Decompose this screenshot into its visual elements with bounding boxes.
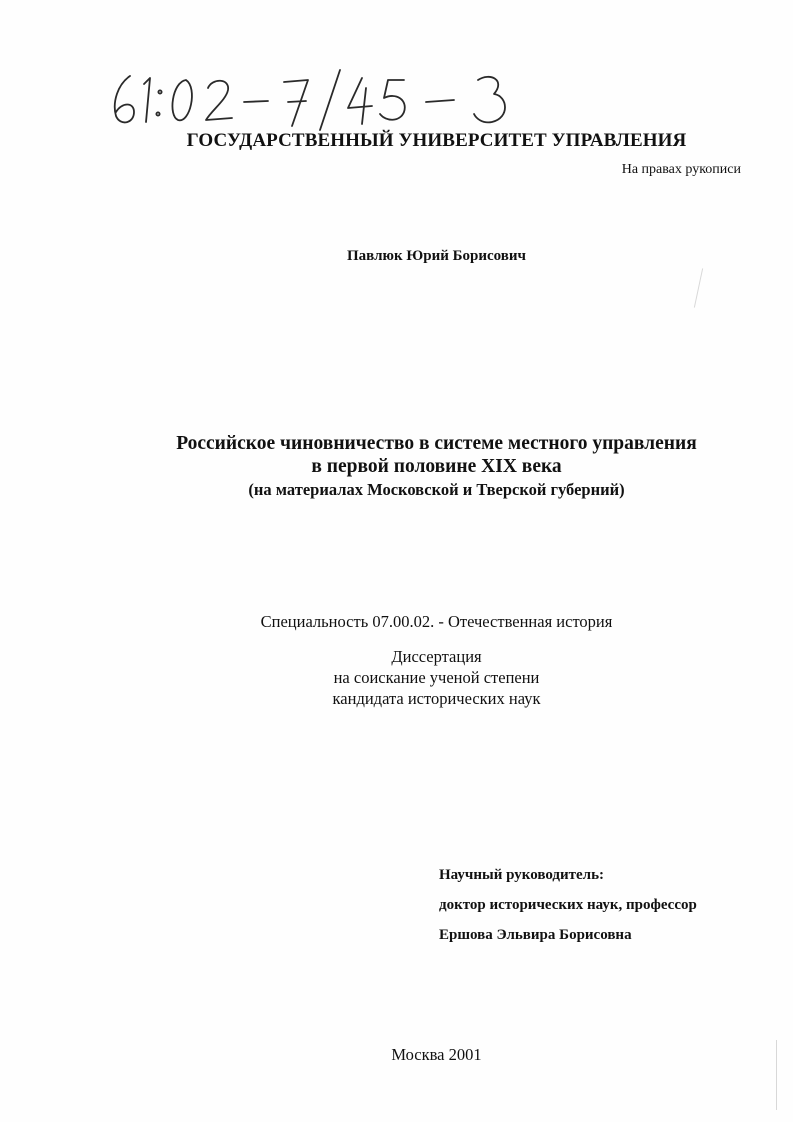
specialty-line: Специальность 07.00.02. - Отечественная история bbox=[260, 612, 613, 631]
degree-name: кандидата исторических наук bbox=[332, 689, 541, 708]
title-subtitle: (на материалах Московской и Тверской губерний) bbox=[248, 480, 625, 499]
rights-note: На правах рукописи bbox=[621, 162, 741, 177]
supervisor-label: Научный руководитель: bbox=[439, 867, 604, 883]
degree-purpose: на соискание ученой степени bbox=[333, 668, 540, 687]
dissertation-info bbox=[0, 646, 793, 709]
supervisor-block bbox=[439, 860, 697, 950]
supervisor-name: Ершова Эльвира Борисовна bbox=[439, 927, 632, 943]
title-line-2: в первой половине XIX века bbox=[311, 456, 562, 477]
title-line-1: Российское чиновничество в системе местного управления bbox=[176, 433, 697, 454]
author-name: Павлюк Юрий Борисович bbox=[347, 248, 526, 264]
university-name: ГОСУДАРСТВЕННЫЙ УНИВЕРСИТЕТ УПРАВЛЕНИЯ bbox=[186, 130, 687, 151]
dissertation-title bbox=[0, 432, 793, 502]
handwritten-catalog-code bbox=[108, 62, 538, 132]
city-year: Москва 2001 bbox=[391, 1045, 482, 1064]
dissertation-label: Диссертация bbox=[391, 647, 482, 666]
scan-speck bbox=[776, 1040, 777, 1110]
scan-speck bbox=[694, 268, 703, 307]
supervisor-degree: доктор исторических наук, профессор bbox=[439, 897, 697, 913]
